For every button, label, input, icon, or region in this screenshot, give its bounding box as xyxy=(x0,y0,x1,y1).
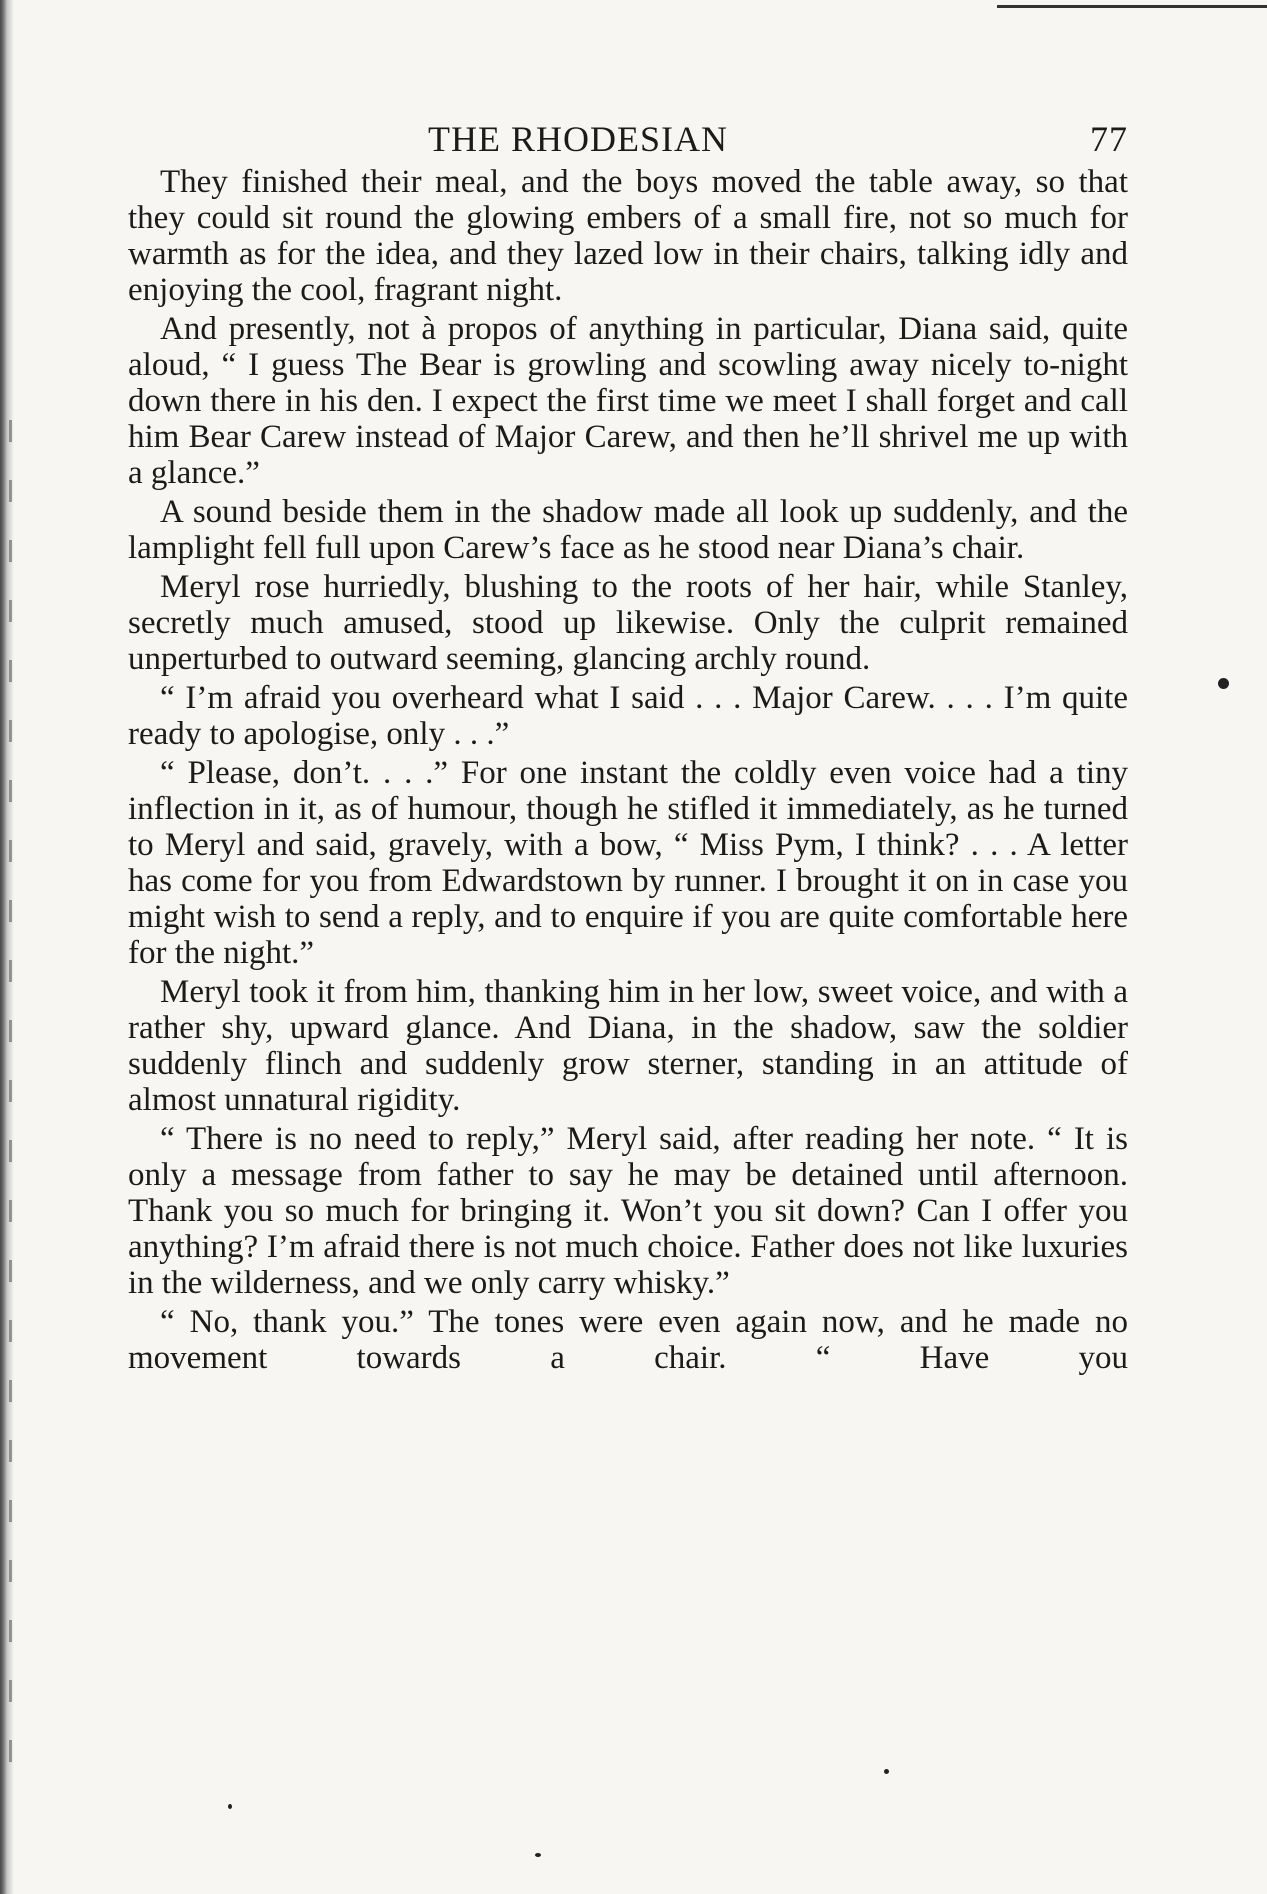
paragraph: “ There is no need to reply,” Meryl said, after reading her note. “ It is only a message from father to say he may be detained until afternoon. Thank you so much for bringing it. Won’t you sit down? Can I offer you anything? I’m afraid there is not much choice. Father does not like luxuries in the wilderness, and we only carry whisky.” xyxy=(128,1121,1128,1301)
paragraph: “ Please, don’t. . . .” For one instant the coldly even voice had a tiny inflection in it, as of humour, though he stifled it immediately, as he turned to Meryl and said, gravely, with a bow, “ Miss Pym, I think? . . . A letter has come for you from Edwardstown by runner. I brought it on in case you might wish to send a reply, and to enquire if you are quite comfortable here for the night.” xyxy=(128,755,1128,971)
paragraph: And presently, not à propos of anything in particular, Diana said, quite aloud, “ I guess The Bear is growling and scowling away nicely to-night down there in his den. I expect the first time we meet I shall forget and call him Bear Carew instead of Major Carew, and then he’ll shrivel me up with a glance.” xyxy=(128,311,1128,491)
ink-speck xyxy=(1218,678,1229,689)
paragraph: They finished their meal, and the boys moved the table away, so that they could sit round the glowing embers of a small fire, not so much for warmth as for the idea, and they lazed low in their chairs, talking idly and enjoying the cool, fragrant night. xyxy=(128,164,1128,308)
paragraph: Meryl took it from him, thanking him in her low, sweet voice, and with a rather shy, upward glance. And Diana, in the shadow, saw the soldier suddenly flinch and suddenly grow sterner, standing in an attitude of almost unnatural rigidity. xyxy=(128,974,1128,1118)
top-border-rule xyxy=(997,5,1267,8)
running-head xyxy=(128,118,1128,164)
ink-speck xyxy=(228,1804,232,1809)
paragraph: “ No, thank you.” The tones were even again now, and he made no movement towards a chair. “ Have you xyxy=(128,1304,1128,1376)
running-title: THE RHODESIAN xyxy=(428,119,728,159)
ink-speck xyxy=(884,1769,889,1774)
body-text xyxy=(128,164,1128,1376)
ink-speck xyxy=(535,1853,541,1857)
binding-stitch-marks xyxy=(9,420,12,1800)
book-page xyxy=(128,118,1128,1379)
paragraph: “ I’m afraid you overheard what I said . . . Major Carew. . . . I’m quite ready to apologise, only . . .” xyxy=(128,680,1128,752)
paragraph: A sound beside them in the shadow made all look up suddenly, and the lamplight fell full upon Carew’s face as he stood near Diana’s chair. xyxy=(128,494,1128,566)
page-number: 77 xyxy=(1090,119,1128,159)
paragraph: Meryl rose hurriedly, blushing to the roots of her hair, while Stanley, secretly much amused, stood up likewise. Only the culprit remained unperturbed to outward seeming, glancing archly round. xyxy=(128,569,1128,677)
